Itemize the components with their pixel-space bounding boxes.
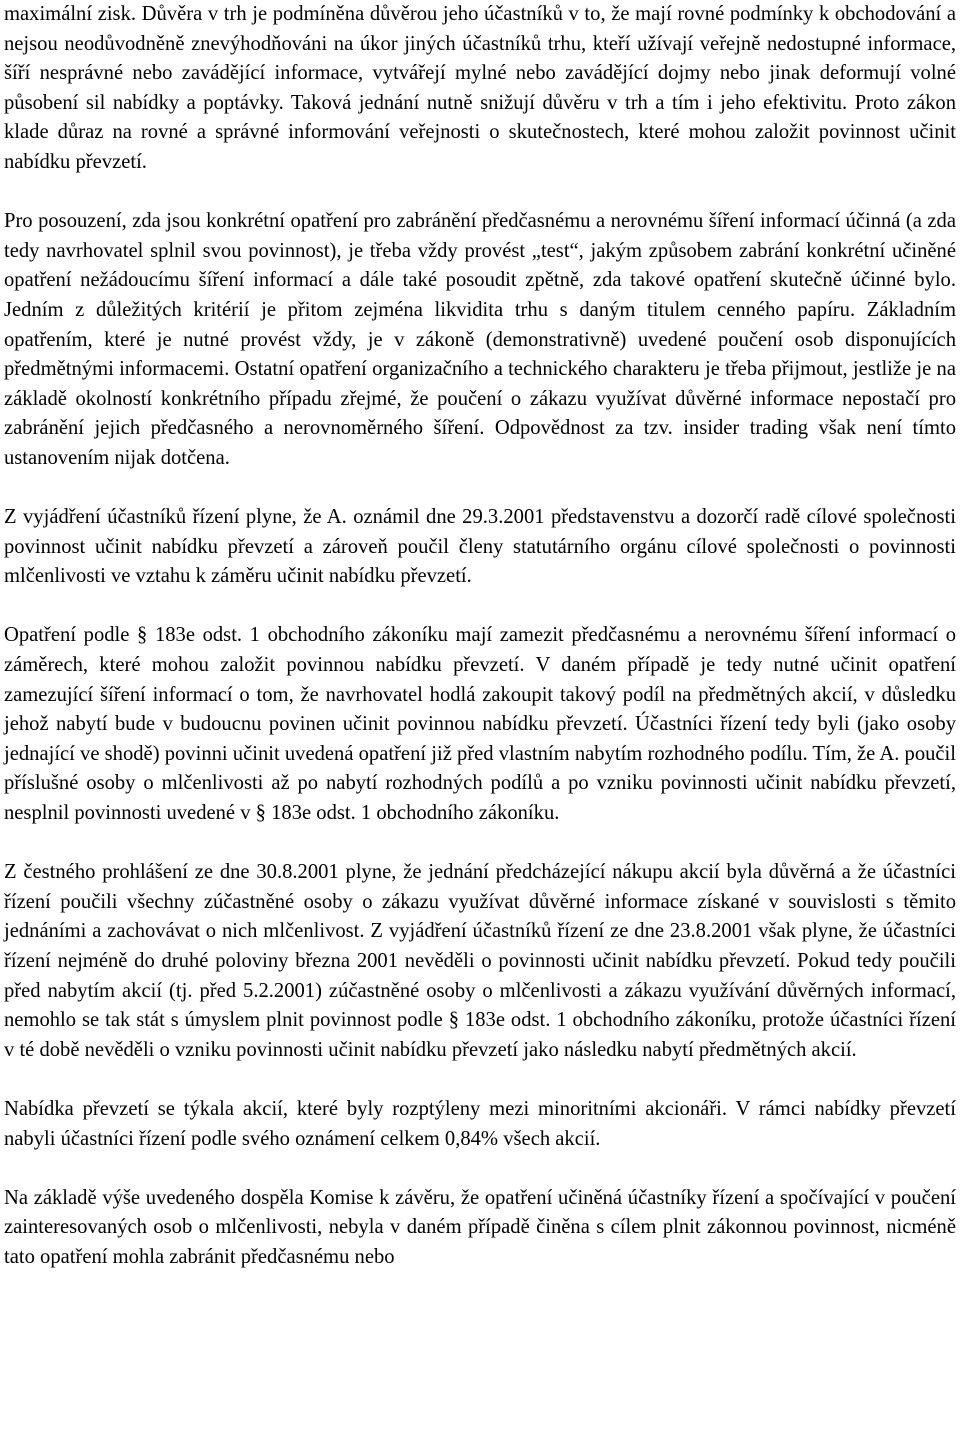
paragraph-gap bbox=[4, 474, 956, 504]
paragraph-gap bbox=[4, 1154, 956, 1184]
paragraph-commission-conclusion: Na základě výše uvedeného dospěla Komise k závěru, že opatření učiněná účastníky řízení a spočívající v poučení zainteresovaných osob o mlčenlivosti, nebyla v daném případě činěna s cílem plnit zákonnou povinnost, nicméně tato opatření mohla zabránit předčasnému nebo bbox=[4, 1186, 956, 1268]
paragraph-affidavit: Z čestného prohlášení ze dne 30.8.2001 plyne, že jednání předcházející nákupu akcií byla důvěrná a že účastníci řízení poučili všechny zúčastněné osoby o zákazu využívat důvěrné informace získané v souvislosti s těmito jednáními a zachovávat o nich mlčenlivost. Z vyjádření účastníků řízení ze dne 23.8.2001 však plyne, že účastníci řízení nejméně do druhé poloviny března 2001 nevěděli o povinnosti učinit nabídku převzetí. Pokud tedy poučili před nabytím akcií (tj. před 5.2.2001) zúčastněné osoby o mlčenlivosti a zákazu využívání důvěrných informací, nemohlo se tak stát s úmyslem plnit povinnost podle § 183e odst. 1 obchodního zákoníku, protože účastníci řízení v té době nevěděli o vzniku povinnosti učinit nabídku převzetí jako následku nabytí předmětných akcií. bbox=[4, 861, 956, 1061]
paragraph-measures-section-183e: Opatření podle § 183e odst. 1 obchodního zákoníku mají zamezit předčasnému a nerovnému šíření informací o záměrech, které mohou založit povinnou nabídku převzetí. V daném případě je tedy nutné učinit opatření zamezující šíření informací o tom, že navrhovatel hodlá zakoupit takový podíl na předmětných akcií, v důsledku jehož nabytí bude v budoucnu povinen učinit povinnou nabídku převzetí. Účastníci řízení tedy byli (jako osoby jednající ve shodě) povinni učinit uvedená opatření již před vlastním nabytím rozhodného podílu. Tím, že A. poučil příslušné osoby o mlčenlivosti až po nabytí rozhodných podílů a po vzniku povinnosti učinit nabídku převzetí, nesplnil povinnosti uvedené v § 183e odst. 1 obchodního zákoníku. bbox=[4, 624, 956, 825]
paragraph-gap bbox=[4, 1065, 956, 1095]
paragraph-trust-in-market: maximální zisk. Důvěra v trh je podmíněna důvěrou jeho účastníků v to, že mají rovné podmínky k obchodování a nejsou neodůvodněně znevýhodňováni na úkor jiných účastníků trhu, kteří užívají veřejně nedostupné informace, šíří nesprávné nebo zavádějící informace, vytvářejí mylné nebo zavádějící dojmy nebo jinak deformují volné působení sil nabídky a poptávky. Taková jednání nutně snižují důvěru v trh a tím i jeho efektivitu. Proto zákon klade důraz na rovné a správné informování veřejnosti o skutečnostech, které mohou založit povinnost učinit nabídku převzetí. bbox=[4, 3, 956, 173]
paragraph-gap bbox=[4, 178, 956, 208]
paragraph-gap bbox=[4, 592, 956, 622]
document-page bbox=[4, 0, 956, 1273]
paragraph-gap bbox=[4, 829, 956, 859]
paragraph-takeover-bid-scope: Nabídka převzetí se týkala akcií, které byly rozptýleny mezi minoritními akcionáři. V rámci nabídky převzetí nabyli účastníci řízení podle svého oznámení celkem 0,84% všech akcií. bbox=[4, 1097, 956, 1150]
paragraph-assessment-test: Pro posouzení, zda jsou konkrétní opatření pro zabránění předčasnému a nerovnému šíření informací účinná (a zda tedy navrhovatel splnil svou povinnost), je třeba vždy provést „test“, jakým způsobem zabrání konkrétní učiněné opatření nežádoucímu šíření informací a dále také posoudit zpětně, zda takové opatření skutečně účinné bylo. Jedním z důležitých kritérií je přitom zejména likvidita trhu s daným titulem cenného papíru. Základním opatřením, které je nutné provést vždy, je v zákoně (demonstrativně) uvedené poučení osob disponujících předmětnými informacemi. Ostatní opatření organizačního a technického charakteru je třeba přijmout, jestliže je na základě okolností konkrétního případu zřejmé, že poučení o zákazu využívat důvěrné informace nepostačí pro zabránění jejich předčasného a nerovnoměrného šíření. Odpovědnost za tzv. insider trading však není tímto ustanovením nijak dotčena. bbox=[4, 210, 956, 469]
paragraph-statement-of-participants: Z vyjádření účastníků řízení plyne, že A. oznámil dne 29.3.2001 představenstvu a dozorčí radě cílové společnosti povinnost učinit nabídku převzetí a zároveň poučil členy statutárního orgánu cílové společnosti o povinnosti mlčenlivosti ve vztahu k záměru učinit nabídku převzetí. bbox=[4, 506, 956, 588]
